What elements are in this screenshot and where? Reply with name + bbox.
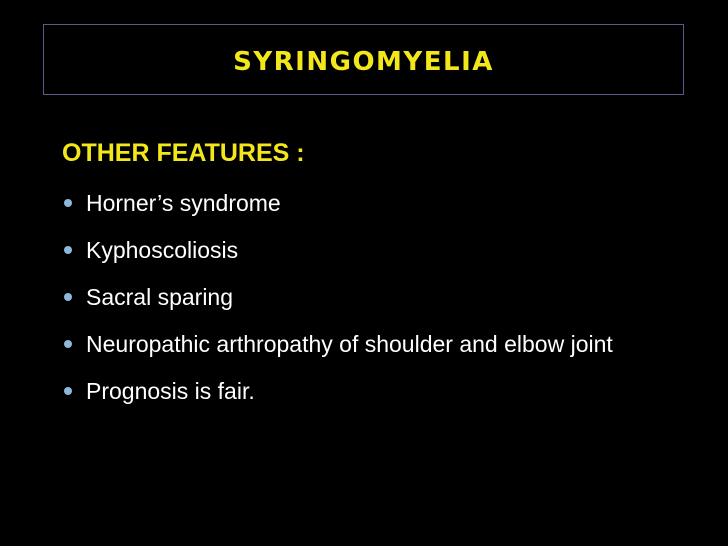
bullet-dot-icon xyxy=(64,340,72,348)
bullet-item xyxy=(62,233,682,268)
slide-title: SYRINGOMYELIA xyxy=(233,46,494,77)
title-box xyxy=(43,24,684,95)
bullet-item xyxy=(62,327,682,362)
bullet-dot-icon xyxy=(64,293,72,301)
bullet-item xyxy=(62,374,682,409)
bullet-item xyxy=(62,280,682,315)
bullet-text: Neuropathic arthropathy of shoulder and elbow joint xyxy=(86,331,613,357)
bullet-text: Sacral sparing xyxy=(86,284,234,310)
bullet-text: Kyphoscoliosis xyxy=(86,237,239,263)
bullet-text: Prognosis is fair. xyxy=(86,378,255,404)
bullet-dot-icon xyxy=(64,246,72,254)
bullet-dot-icon xyxy=(64,199,72,207)
section-heading: OTHER FEATURES : xyxy=(62,139,305,167)
bullet-text: Horner’s syndrome xyxy=(86,190,281,216)
bullet-item xyxy=(62,186,682,221)
bullet-list xyxy=(62,186,682,421)
bullet-dot-icon xyxy=(64,387,72,395)
